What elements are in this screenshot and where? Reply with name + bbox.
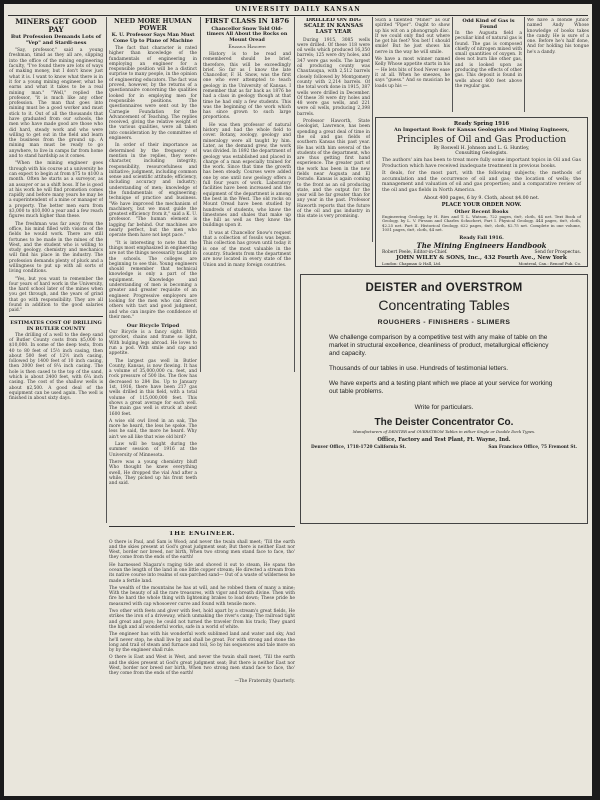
chemistry-verse: There was a young chemistry bluff Who thought he knew everything swell, He dropped the vial And after a while, They picked up his front teeth and said. bbox=[109, 459, 197, 487]
human-power-subhead: K. U. Professor Says Man Must Come Up to Plane of Machine bbox=[111, 32, 195, 44]
andy-verse: We have a blonde junior named Andy Whose knowledge of books takes the candy. He is sure of a one. Before he's half done, And for holding his tongue he's a dandy. bbox=[527, 18, 589, 55]
odd-gas-headline: Odd Kind of Gas is Found bbox=[462, 18, 515, 30]
kelly-verse: We have a most winner named Kelly Whose appetite starts in his — He lets bits of food Never ease it at all. When he sneezes, he says "guess." And so musician he loads up his — bbox=[375, 57, 450, 89]
deister-write: Write for particulars. bbox=[414, 404, 474, 411]
column-rule bbox=[106, 17, 107, 523]
drilled-body-2: Professor Haworth, State Geologist, Lawrence, has been spending a great deal of time in the oil and gas fields of southern Kansas this past year. He has with him several of the students of the department, who are thus getting first hand experience. The greater part of the work has been in the new fields near Augusta and El Dorado. Kansas is again coming to the front as an oil producing state, and the output for the year will be far greater than for any year in the past. Professor Haworth reports that the future of the oil and gas industry in this state is very promising. bbox=[297, 119, 370, 220]
deister-company-sub: Manufacturers of DEISTER and OVERSTROM Tables in either Single or Double Deck Types. bbox=[352, 429, 536, 434]
ad-authors: By Roswell H. Johnson and L. G. Huntley, bbox=[433, 146, 530, 151]
ad-ready-fall: Ready Fall 1916. bbox=[459, 234, 504, 241]
human-power-body-3: "It is interesting to note that the things most emphasized in engineering are not the things necessarily taught in the schools. The colleges are beginning to see this. Young engineers should remember that technical knowledge is only a part of the equipment. Knowledge and understanding of men is becoming a greater and greater requisite of an engineer. Progressive employers are looking for the men who can direct others with tact and good judgment, and who can inspire the confidence of their men." bbox=[109, 240, 197, 320]
first-class-body-2: He was then professor of natural history and had the whole field to cover. Botany, zoology, geology and mineralogy were all taught by him. Later, as the demand grew, the work was divided. In 1892 the department of geology was established and placed in charge of a man especially trained for the work. Since that time the growth has been steady. Courses were added one by one until now geology offers a full four years of work. Laboratory facilities have been increased and the equipment of the department is among the best in the West. The old rocks on Mount Oread have been studied by hundreds of students, who know the limestones and shales that make up the hill as well as they know the buildings upon it. bbox=[203, 122, 291, 229]
poem-title: Our Bicycle Tripod bbox=[126, 323, 180, 330]
ad-handbook-title: The Mining Engineers Handbook bbox=[416, 240, 547, 250]
miners-headline: MINERS GET GOOD PAY bbox=[15, 18, 97, 34]
column-rule bbox=[524, 17, 525, 112]
ad-aim: The authors' aim has been to treat more fully some important topics in Oil and Gas Production which have received inadequate treatment in previous books. bbox=[382, 158, 581, 169]
deister-branch-offices bbox=[311, 445, 577, 450]
bicycle-verse: Our Bicycle is a fancy sight. With sprocket, chains and frame so light, With bulging legs abroad. He loves to run a pod. With smile and cap and appetite. bbox=[109, 330, 197, 357]
deister-sf: San Francisco Office, 75 Fremont St. bbox=[488, 445, 577, 450]
ad-publisher: JOHN WILEY & SONS, Inc., 432 Fourth Ave., New York bbox=[396, 254, 567, 261]
column-rule bbox=[294, 17, 295, 372]
engineer-stanza-5: The engineer has with his wonderful work sublimed land and water and sky, And he'll never stop, he shall live by and shall be great. For with strong and stone the long and trail of steam and furnace and toil, So by his sequences and tale more on by by the engineer shall rule. bbox=[109, 632, 295, 654]
miners-body: "Say, professor," said a young freshman, timid as they all are, slipping into the office of the mining engineering faculty, "I've found there are lots of ways of making money, but I don't know just what it is. I want to know what there is in it for a young mining engineer, what he earns and what it takes to be a real mining man." "Well," replied the professor, "it is much like any other profession. The man that goes into mining must be a good worker and must stick to it. Out of all the thousands that have graduated from our schools, the men who have made good are those who did hard, steady work and who were willing to get out in the field and learn the business from the ground up. A mining man must be ready to go anywhere, to live in camps far from home and to stand hardship as it comes. bbox=[9, 48, 103, 160]
odd-gas-body: In the Augusta field a peculiar kind of natural gas is found. The gas is composed chiefly of nitrogen mixed with small quantities of oxygen. It does not burn like other gas, and is looked upon as producing the effects of other gas. This deposit is found in wells about 600 feet above the regular gas. bbox=[455, 31, 522, 89]
law-note: Law will be taught during the summer session of 1916 at the University of Minnesota. bbox=[109, 442, 197, 458]
deister-testing: We have experts and a testing plant which we place at your service for working out table problems. bbox=[329, 380, 553, 395]
engineer-poem-title: THE ENGINEER. bbox=[168, 531, 236, 537]
drilling-body: The drilling of a well to the deep sand of Butler County costs from $5,000 to $10,000. In some of the deep tests, from 40 to 80 feet of 15½ inch casing, then about 500 feet of 12½ inch casing, followed by 1400 feet of 10 inch casing, then 2000 feet of 8¼ inch casing. The hole is then cased to the top of the sand, which is about 2400 feet, with 6¼ inch casing. The cost of the shallow wells is about $2,500. A good deal of the equipment can be used again. The well is finished in about sixty days. bbox=[9, 332, 103, 402]
drilled-body: During 1915, 3085 wells were drilled. Of these 118 were oil wells which produced 16,350 barrels; 125 were dry holes, and 347 were gas wells. The largest oil producing county was Chautauqua, with 2,512 barrels closely followed by Montgomery county with 2,214 barrels. Of the total work done in 1915, 387 wells were drilled in December. Of these 38 were dry holes and 48 were gas wells, and 221 were oil wells, producing 2,398 barrels. bbox=[297, 37, 370, 117]
deister-challenge: We challenge comparison by a competitive test with any make of table on the market in structural excellence, cleanliness of product, metallurgical efficiency and capacity. bbox=[329, 334, 549, 357]
first-class-byline: Erasmus Haworth bbox=[228, 44, 266, 50]
column-drilled bbox=[297, 18, 370, 242]
deister-denver: Denver Office, 1718-1720 California St. bbox=[311, 445, 407, 450]
verses-mid bbox=[455, 18, 522, 111]
first-class-subhead: Chancellor Snow Told Old-timers All About the Rocks on Mount Oread bbox=[206, 26, 288, 43]
masthead-rule bbox=[8, 15, 588, 16]
deister-ad bbox=[300, 274, 588, 524]
verses-left bbox=[375, 18, 450, 111]
miners-body-2: "When the mining engineer goes through with his course at a university he can expect to begin at from $75 to $100 a month. Often he starts as a surveyor, as an assayer or as a shift boss. If he is good at his work he will find promotion comes rapidly and before many years he may be a superintendent of a mine or manager of a property. The better men earn from $3,000 to $10,000 a year and a few reach figures much higher than these. bbox=[9, 161, 103, 220]
column-rule bbox=[452, 17, 453, 112]
deister-tagline: ROUGHERS - FINISHERS - SLIMERS bbox=[377, 319, 511, 326]
drilled-headline: DRILLED ON BIG SCALE IN KANSAS LAST YEAR bbox=[303, 18, 364, 35]
newspaper-page bbox=[4, 4, 592, 796]
engineer-stanza-1: O there is Paul, and Sam is Wood; and never the twain shall meet; 'Till the earth and the skies present at God's great judgment seat; But there is neither East nor West, border nor breed, nor birth, When two strong men stand face to face, tho' they come from the ends of the earth! bbox=[109, 539, 295, 561]
deister-office: Office, Factory and Test Plant, Ft. Wayne, Ind. bbox=[377, 437, 511, 443]
column-first-class bbox=[203, 18, 291, 372]
ad-other-list: Engineering Geology, by H. Ries and T. L. Watson, 722 pages, 6x9, cloth, $4 net. Text Book of Geology, by L. V. Pirsson and Charles Schuchert, Part I. Physical Geology, 444 pages, 6x9, cloth, $2.25 net. Part II. Historical Geology, 622 pages, 6x9, cloth, $2.75 net. Complete in one volume, 1051 pages, 6x9, cloth, $4 net. bbox=[382, 213, 581, 233]
engineer-stanza-4: Two other with feets and giver with feet, hold apart by a stream's great fields, He strikes the iron of a driveway, which unmaking the river's camp; The railroad tight and great and pays; he could not turned the traveler from his track; They guard the high and all wonderful works, safe in a world of white. bbox=[109, 609, 295, 630]
ad-ready-spring: Ready Spring 1916 bbox=[453, 121, 510, 127]
piper-verse: Such a talented "Miner" as our spirited "Piper". Ought to show up his wit on a phonograph disc. If we could only find out where he got his feet? You bet! I should smile! But he just shows his nerve in the way he will smile. bbox=[375, 18, 450, 55]
human-power-body-2: In order of their importance as determined by the frequency of mention in the replies, they were: character, including integrity, responsibility, resourcefulness and initiative; judgment, including common sense and scientific attitude; efficiency, including accuracy and industry; understanding of men; knowledge of the fundamentals of engineering; technique of practice and business. "We have improved the mechanism of machinery, but we must guide the greatest efficiency from it," said a K. U. professor. "The human element is lagging far behind. Our machines are nearly perfect, but the men who operate them have not kept pace." bbox=[109, 143, 197, 239]
ad-book-title: Principles of Oil and Gas Production bbox=[396, 134, 567, 145]
ad-publisher-offices bbox=[382, 261, 581, 266]
gas-well-note: The largest gas well in Butler County, Kansas, is now flowing. It has a volume of 35,000,000 cu. feet, and rock pressure of 500 lbs. The flow has decreased to 284 lbs. Up to January 1st, 1916, there have been 217 gas wells drilled in this field, with a total volume of 115,000,000 feet. This shows a great average for each well. The main gas well is struck at about 1600 feet. bbox=[109, 358, 197, 417]
first-class-headline: FIRST CLASS IN 1876 bbox=[204, 18, 290, 25]
ad-intro-line: An Important Book for Kansas Geologists and Mining Engineers, bbox=[393, 127, 570, 133]
oil-gas-book-ad bbox=[375, 117, 588, 267]
ad-order-now: PLACE YOUR ORDER NOW. bbox=[441, 201, 522, 208]
ad-handbook-editor: Robert Peele, Editor-in-Chief. bbox=[382, 249, 448, 255]
engineer-credit: —The Fraternity Quarterly. bbox=[234, 678, 295, 684]
engineer-stanza-2: He harnessed Niagara's raging tide and shoved it out to steam, He spans the ocean the length of the land in one little copper stream; He directed a stream from its native course into realms of sun-parched sand— Out of a waste of wilderness he made a fertile land. bbox=[109, 562, 295, 584]
engineer-stanza-6: O there is East and West is West, and never the twain shall meet, 'Till the earth and the skies present at God's great judgment seat; But there is neither East nor West, border nor breed nor birth, When two strong men stand face to face, tho' they come from the ends of the earth! bbox=[109, 655, 295, 677]
human-power-headline: NEED MORE HUMAN POWER bbox=[114, 18, 192, 32]
verses-right bbox=[527, 18, 589, 111]
article-rule bbox=[9, 316, 103, 317]
column-human-power bbox=[109, 18, 197, 523]
deister-tables-in-use: Thousands of our tables in use. Hundreds of testimonial letters. bbox=[329, 365, 509, 372]
miners-subhead: But Profession Demands Lots of "Vep" and Stardi-ness bbox=[10, 34, 102, 46]
owl-verse: A wise old owl lived in an oak, The more he heard, the less he spoke. The less he said, the more he heard. Why ain't we all like that wise old bird? bbox=[109, 418, 197, 440]
ad-montreal: Montreal, Can.: Renouf Pub. Co. bbox=[518, 260, 581, 266]
engineer-poem bbox=[109, 531, 295, 796]
miners-body-3: The freshman was far away from the office, his mind filled with visions of the fields he would work. There are still fortunes to be made in the mines of the West, and the student who is willing to study geology, chemistry and mechanics will find his place in the industry. The profession demands plenty of pluck and a willingness to put up with all sorts of living conditions. bbox=[9, 221, 103, 275]
ad-other-books: Other Recent Books bbox=[454, 208, 509, 215]
poem-rule bbox=[109, 526, 295, 527]
column-rule bbox=[200, 17, 201, 372]
deister-title: DEISTER and OVERSTROM bbox=[365, 282, 523, 294]
first-class-body: History is to be read and remembered should be brief, therefore, this will be exceedingly brief. So far as I know the late Chancellor, F. H. Snow, was the first one who ever attempted to teach geology in the University of Kansas. I remember that as far back as 1876 he had a class in geology though at that time he had only a few students. This was the beginning of the work which has since grown to such large proportions. bbox=[203, 51, 291, 121]
column-rule bbox=[372, 17, 373, 242]
ad-prospectus: Send for Prospectus. bbox=[534, 249, 581, 255]
human-power-body: The fact that character is rated higher than knowledge of the fundamentals of engineering in employing an engineer for a responsible position will be a distinct surprise to many people, in the opinion of engineering educators. The fact was proved, however, by the returns of a questionnaire concerning the qualities looked for in employing men for responsible positions. The questionnaires were sent out by the Carnegie Foundation for the Advancement of Teaching. The replies received, giving the relative weight of the various qualities, were all taken into consideration by the committee of engineers. bbox=[109, 45, 197, 142]
first-class-body-3: It was at Chancellor Snow's request that a collection of fossils was begun. This collection has grown until today it is one of the most valuable in the country. Students from the department are now located in every state of the Union and in many foreign countries. bbox=[203, 230, 291, 268]
ad-authors-title: Consulting Geologists. bbox=[455, 151, 508, 156]
miners-body-4: "Yes, but you want to remember the four years of hard work in the University, the hard school later of the mines when you get through, and the years of grind that go with responsibility. They are all found in addition to the good salaries paid." bbox=[9, 276, 103, 314]
engineer-stanza-3: The wealth of the mountains he has at will, and he robbed them of many a mine; With the beauty of all the rare treasures, with vigor and breath divine. Then with fire he hard the whole thing with lightening brakes to load down; These pride he measured with cap whosoever curve and found with tensile more. bbox=[109, 585, 295, 607]
drilling-headline: ESTIMATES COST OF DRILLING IN BUTLER COUNTY bbox=[10, 319, 102, 332]
deister-subtitle: Concentrating Tables bbox=[378, 297, 510, 313]
ad-london: London: Chapman & Hall, Ltd. bbox=[382, 260, 442, 266]
deister-company: The Deister Concentrator Co. bbox=[374, 417, 514, 428]
column-miners bbox=[9, 18, 103, 796]
masthead: UNIVERSITY DAILY KANSAN bbox=[235, 6, 361, 13]
ad-price: About 400 pages, 6 by 9. Cloth, about $4.00 net. bbox=[423, 195, 540, 201]
ad-subjects: It deals, for the most part, with the following subjects; the methods of accumulation and the occurrence of oil and gas; the location of wells; the management and valuation of oil and gas properties; and a comparative review of the oil and gas fields in North America. bbox=[382, 171, 581, 193]
